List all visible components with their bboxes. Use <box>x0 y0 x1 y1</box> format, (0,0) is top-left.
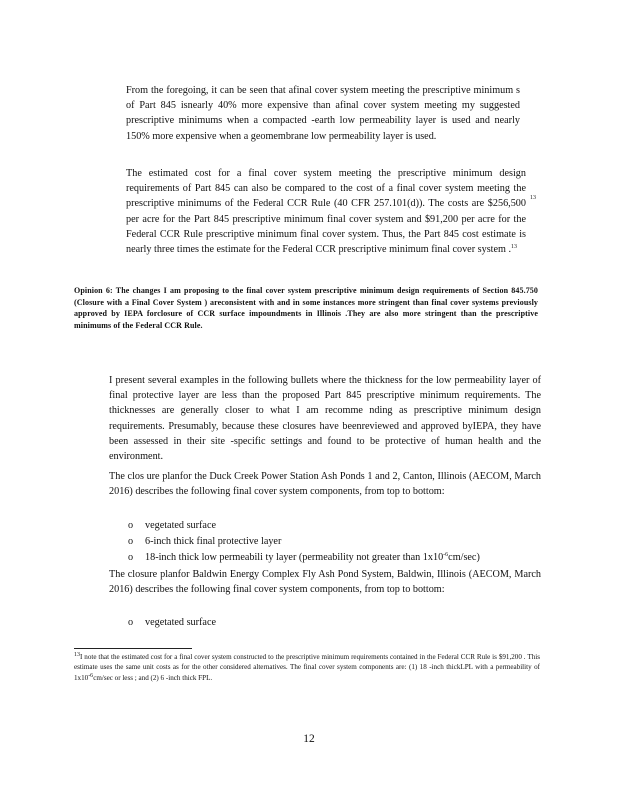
footnote-mark: 13 <box>74 652 80 658</box>
sub-bullet-tail: cm/sec) <box>448 552 480 563</box>
opinion-paragraph: Opinion 6: The changes I am proposing to the final cover system prescriptive minimum design requirements of Section 845.750 (Closure with a Final Cover System ) areconsistent with and in some instances more stringent than final cover systems previously approved by IEPA forclosure of CCR surface impoundments in Illinois .They are also more stringent than the prescriptive minimums of the Federal CCR Rule. <box>74 286 538 330</box>
exponent: -6 <box>443 552 449 558</box>
exponent: -6 <box>88 672 94 679</box>
sub-bullet-text: 6-inch thick final protective layer <box>145 536 282 547</box>
sub-bullet-marker: o <box>128 520 134 531</box>
bullet-text: The estimated cost for a final cover system meeting the prescriptive minimum design requirements of Part 845 can also be compared to the cost of a final cover system meeting the prescriptive minimums of the Federal CCR Rule (40 CFR 257.101(d)). The costs are $256,500 per acre for the Part 845 prescriptive minimum final cover system and $91,200 per acre for the Federal CCR Rule prescriptive minimum final cover system. Thus, the Part 845 cost estimate is nearly three times the estimate for the Federal CCR prescriptive minimum final cover system . <box>126 168 526 256</box>
footnote-reference: 13 <box>511 244 518 251</box>
footnote-text: I note that the estimated cost for a final cover system constructed to the prescriptive minimum requirements contained in the Federal CCR Rule is $91,200 . This estimate uses the same unit costs as for the other considered alternatives. The final cover system components are: (1) 18 -inch thickLPL with a permeability of 1x10 <box>74 653 540 682</box>
sub-bullet-main: 18-inch thick low permeabili ty layer (permeability not greater than 1x10 <box>145 552 444 563</box>
footnote <box>74 652 540 683</box>
page-number: 12 <box>303 733 315 745</box>
bullet-paragraph: I present several examples in the following bullets where the thickness for the low permeability layer of final protective layer are less than the proposed Part 845 prescriptive minimum requirements. The thicknesses are generally closer to what I am recomme nding as prescriptive minimum design requirements. Presumably, because these closures have beenreviewed and approved byIEPA, they have been assessed in their site -specific settings and found to be protective of human health and the environment. <box>109 375 541 463</box>
bullet-paragraph: The clos ure planfor the Duck Creek Power Station Ash Ponds 1 and 2, Canton, Illinois (AECOM, March 2016) describes the following final cover system components, from top to bottom: <box>109 471 541 498</box>
bullet-paragraph: From the foregoing, it can be seen that afinal cover system meeting the prescriptive minimum s of Part 845 isnearly 40% more expensive than afinal cover system meeting my suggested prescriptive minimums when a compacted -earth low permeability layer is used and nearly 150% more expensive when a geomembrane low permeability layer is used. <box>126 85 520 142</box>
sub-bullet-marker: o <box>128 536 134 547</box>
bullet-paragraph: The closure planfor Baldwin Energy Complex Fly Ash Pond System, Baldwin, Illinois (AECOM, March 2016) describes the following final cover system components, from top to bottom: <box>109 569 541 596</box>
footnote-separator <box>74 648 192 649</box>
sub-bullet-text: vegetated surface <box>145 617 216 628</box>
sub-bullet-text <box>145 550 480 565</box>
sub-bullet-marker: o <box>128 552 134 563</box>
footnote-reference: 13 <box>530 195 536 201</box>
bullet-paragraph <box>126 166 526 257</box>
footnote-tail: cm/sec or less ; and (2) 6 -inch thick FPL. <box>93 673 213 682</box>
sub-bullet-text: vegetated surface <box>145 520 216 531</box>
sub-bullet-marker: o <box>128 617 134 628</box>
